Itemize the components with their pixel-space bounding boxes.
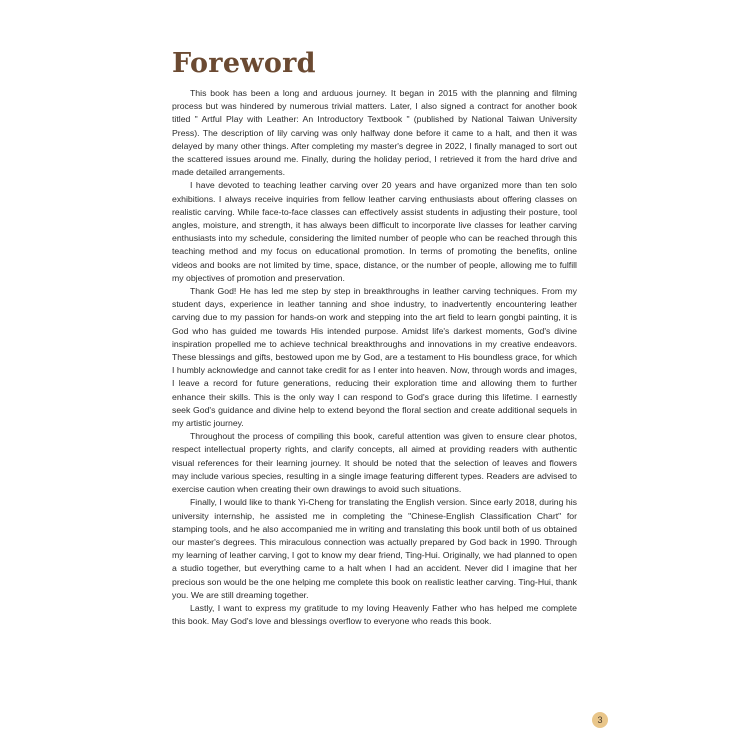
- paragraph: Finally, I would like to thank Yi-Cheng for translating the English version. Since early 2018, during his university internship, he assisted me in completing the "Chinese-English Classification Chart" for stamping tools, and he also accompanied me in writing and translating this book until both of us obtained our master's degrees. This miraculous connection was actually prepared by God back in 1990. Through my learning of leather carving, I got to know my dear friend, Ting-Hui. Originally, we had planned to open a studio together, but everything came to a halt when I had an accident. Never did I imagine that her precious son would be the one helping me complete this book on realistic leather carving. Ting-Hui, thank you. We are still dreaming together.: [172, 497, 577, 600]
- paragraph: This book has been a long and arduous journey. It began in 2015 with the planning and filming process but was hindered by numerous trivial matters. Later, I also signed a contract for another book titled " Artful Play with Leather: An Introductory Textbook " (published by National Taiwan University Press). The description of lily carving was only halfway done before it came to a halt, and then it was delayed by many other things. After completing my master's degree in 2022, I finally managed to sort out the scattered issues around me. Finally, during the holiday period, I retrieved it from the hard drive and made detailed arrangements.: [172, 88, 577, 178]
- paragraph: I have devoted to teaching leather carving over 20 years and have organized more than ten solo exhibitions. I always receive inquiries from fellow leather carving enthusiasts about offering classes on realistic carving. While face-to-face classes can effectively assist students in adjusting their posture, tool angles, moisture, and strength, it has always been difficult to incorporate live classes for leather carving enthusiasts into my schedule, considering the limited number of people who can be reached through this teaching method and my focus on educational promotion. In terms of promoting the benefits, online videos and books are not limited by time, space, distance, or the number of people, allowing me to fulfill my objectives of promotion and preservation.: [172, 180, 577, 283]
- paragraph: Thank God! He has led me step by step in breakthroughs in leather carving techniques. From my student days, experience in leather tanning and shoe industry, to inadvertently encountering leather carving due to my passion for hands-on work and stepping into the art field to learn gongbi painting, it is God who has guided me towards His intended purpose. Amidst life's darkest moments, God's divine inspiration propelled me to achieve technical breakthroughs and innovations in my creative endeavors. These blessings and gifts, bestowed upon me by God, are a testament to His boundless grace, for which I humbly acknowledge and cannot take credit for as I enter into heaven. Now, through words and images, I leave a record for future generations, reducing their exploration time and allowing them to further enhance their skills. This is the only way I can respond to God's grace during this lifetime. I earnestly seek God's guidance and divine help to extend beyond the floral section and create additional sequels in my artistic journey.: [172, 286, 577, 429]
- body-text: [172, 87, 577, 628]
- page-title: Foreword: [172, 48, 316, 79]
- page-number-badge: 3: [592, 712, 608, 728]
- paragraph: Lastly, I want to express my gratitude to my loving Heavenly Father who has helped me complete this book. May God's love and blessings overflow to everyone who reads this book.: [172, 602, 577, 627]
- paragraph: Throughout the process of compiling this book, careful attention was given to ensure clear photos, respect intellectual property rights, and clarify concepts, all aimed at providing readers with authentic visual references for their learning journey. It should be noted that the selection of leaves and flowers may include various species, resulting in a single image featuring different types. Readers are advised to exercise caution when creating their own drawings to avoid such situations.: [172, 431, 577, 495]
